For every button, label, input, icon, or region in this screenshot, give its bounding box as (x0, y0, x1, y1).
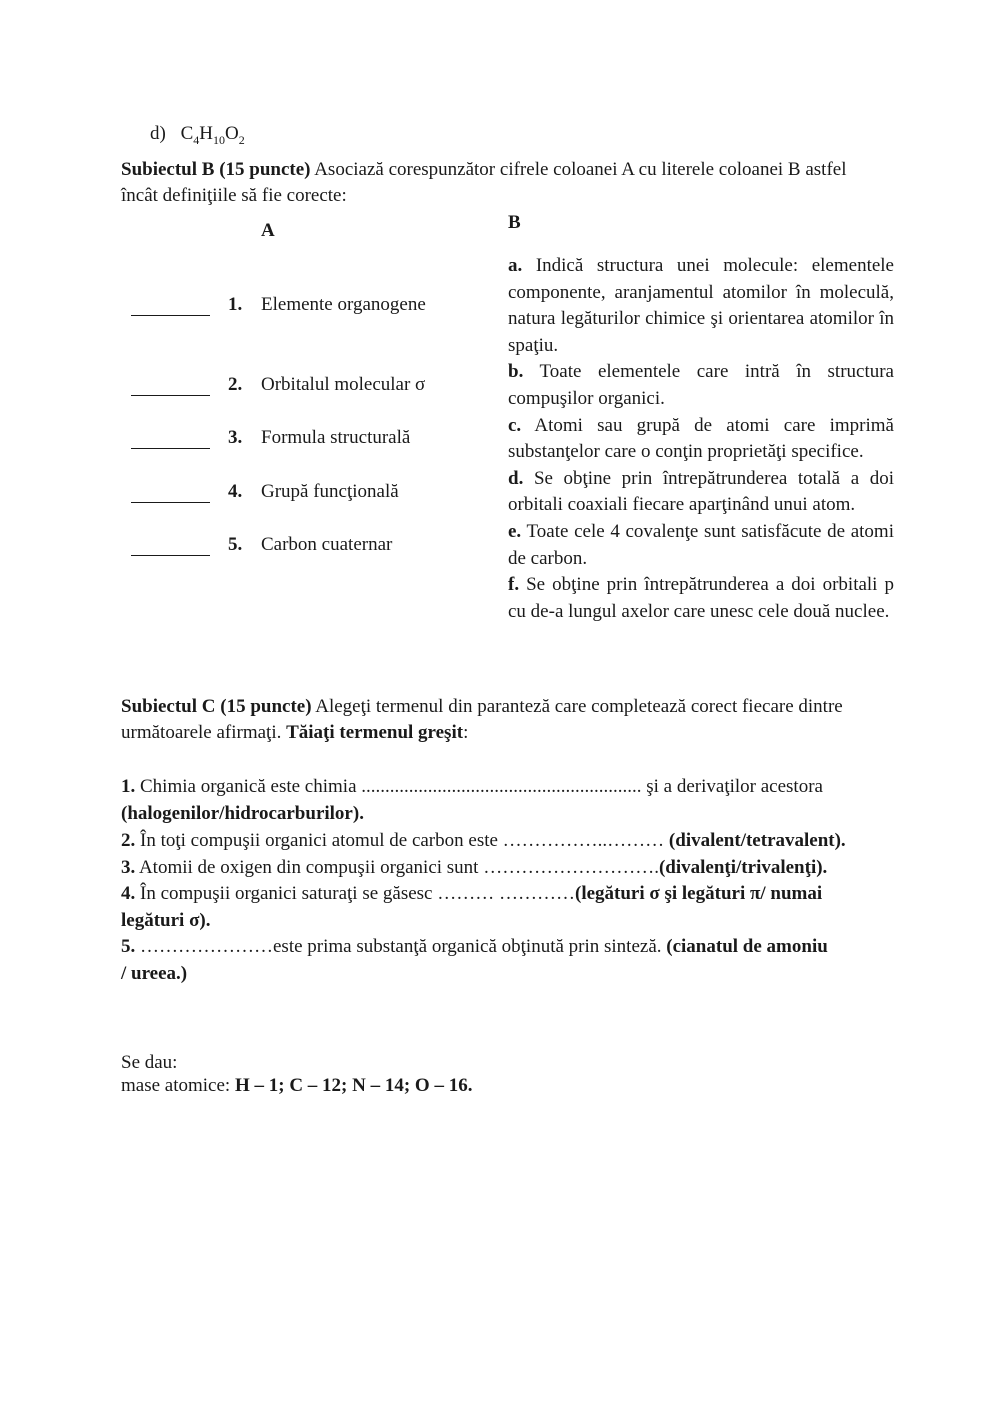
answer-blank-4[interactable] (131, 502, 210, 503)
answer-blank-5[interactable] (131, 555, 210, 556)
instruction-strike: Tăiaţi termenul greşit (286, 722, 464, 743)
item-a-num-4: 4. (228, 481, 243, 502)
statement-4: 4. În compuşii organici saturaţi se găsesc ……… …………(legături σ şi legături π/ numai (121, 883, 823, 904)
atomic-masses-values: H – 1; C – 12; N – 14; O – 16. (234, 1075, 473, 1096)
subject-b-intro-line2: încât definiţiile să fie corecte: (121, 185, 347, 206)
item-a-text-2: Orbitalul molecular σ (261, 374, 426, 395)
answer-blank-1[interactable] (131, 315, 210, 316)
subject-b-intro-line1: Asociază corespunzător cifrele coloanei A cu literele coloanei B astfel (314, 159, 847, 180)
statement-3: 3. Atomii de oxigen din compuşii organici sunt ……………………….(divalenţi/trivalenţi). (121, 857, 828, 878)
definition-a: a. Indică structura unei molecule: elementele componente, aranjamentul atomilor în moleculă, natura legăturilor chimice şi orientarea atomilor în spaţiu. (508, 255, 894, 356)
statement-2: 2. În toţi compuşii organici atomul de carbon este ……………..……… (divalent/tetravalent). (121, 830, 846, 851)
subject-c-intro-line1: Alegeţi termenul din paranteză care completează corect fiecare dintre (315, 696, 843, 717)
column-a-header: A (261, 220, 275, 241)
definition-b: b. Toate elementele care intră în structura compuşilor organici. (508, 361, 894, 409)
column-b-definitions (508, 253, 894, 625)
item-a-text-1: Elemente organogene (261, 294, 426, 315)
definition-d: d. Se obţine prin întrepătrunderea totală a doi orbitali coaxiali fiecare aparţinând unui atom. (508, 467, 895, 516)
subject-c-intro-line2: următoarele afirmaţi. Tăiaţi termenul greşit: (121, 722, 469, 743)
definition-e: e. Toate cele 4 covalenţe sunt satisfăcute de atomi de carbon. (508, 520, 894, 569)
item-a-text-3: Formula structurală (261, 427, 411, 448)
item-a-num-1: 1. (228, 294, 243, 315)
option-d (150, 122, 245, 152)
subject-b-title: Subiectul B (15 puncte) (121, 159, 311, 180)
statement-1: 1. Chimia organică este chimia ........................................................... şi a derivaţilor acestora (121, 776, 823, 797)
statement-1-answer: (halogenilor/hidrocarburilor). (121, 803, 364, 824)
atomic-masses: mase atomice: H – 1; C – 12; N – 14; O – 16. (121, 1075, 473, 1096)
molecular-formula: $C_4H_{10}O_2$ (180, 123, 245, 147)
item-a-num-5: 5. (228, 534, 243, 555)
answer-blank-3[interactable] (131, 448, 210, 449)
option-letter: d) (150, 123, 166, 144)
statement-5-answer: / ureea.) (121, 963, 188, 984)
statement-5: 5. …………………este prima substanţă organică obţinută prin sinteză. (cianatul de amoniu (121, 936, 828, 957)
subject-c-intro (121, 694, 881, 720)
subject-b-intro (121, 157, 881, 183)
item-a-num-3: 3. (228, 427, 243, 448)
given-label: Se dau: (121, 1052, 178, 1073)
subject-c-title: Subiectul C (15 puncte) (121, 696, 312, 717)
statement-4-answer: legături σ). (121, 910, 211, 931)
item-a-num-2: 2. (228, 374, 243, 395)
definition-f: f. Se obţine prin întrepătrunderea a doi orbitali p cu de-a lungul axelor care unesc cele două nuclee. (508, 574, 894, 622)
answer-blank-2[interactable] (131, 395, 210, 396)
item-a-text-4: Grupă funcţională (261, 481, 399, 502)
definition-c: c. Atomi sau grupă de atomi care imprimă substanţelor care o conţin proprietăţi specifice. (508, 414, 894, 463)
item-a-text-5: Carbon cuaternar (261, 534, 393, 555)
column-b-header: B (508, 212, 521, 233)
